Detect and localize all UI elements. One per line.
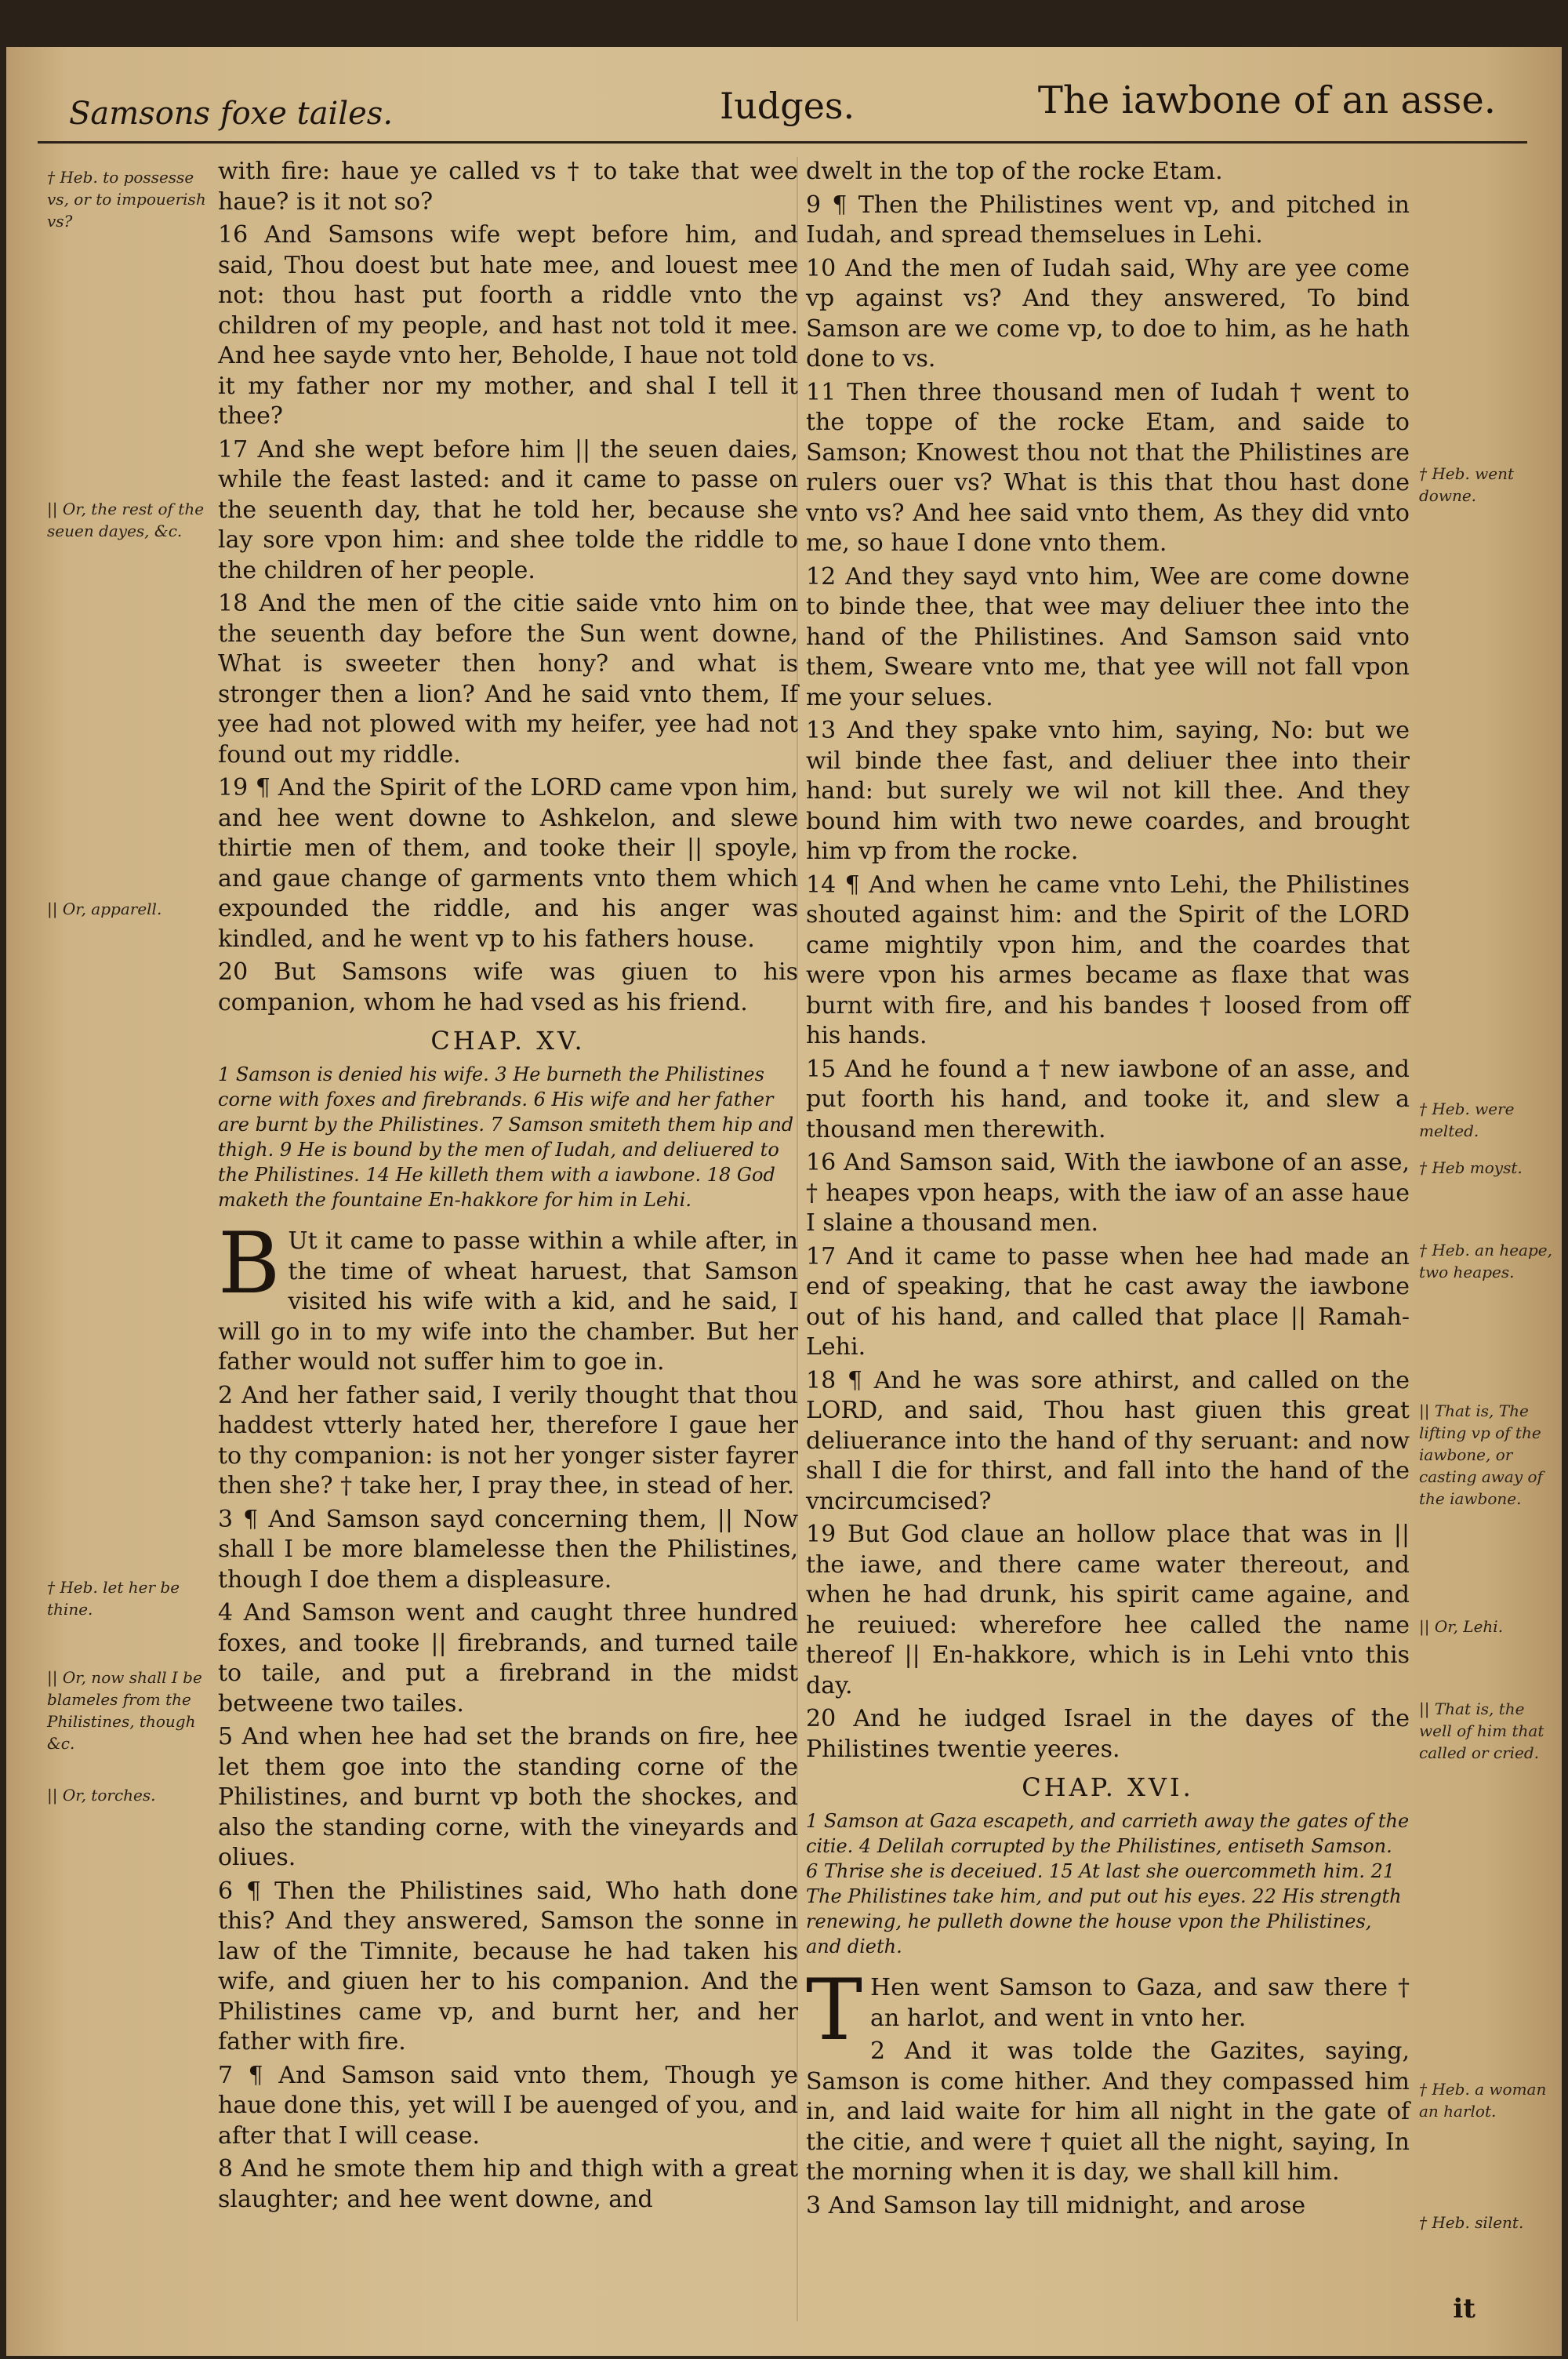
verse-paragraph: 13 And they spake vnto him, saying, No: but we wil binde thee fast, and deliuer thee into their hand: but surely we wil not kill thee. And they bound him with two newe coardes, and brought him vp from the rocke.	[806, 717, 1410, 865]
drop-cap: T	[806, 1961, 863, 2059]
running-header	[38, 78, 1527, 144]
header-left-title: Samsons foxe tailes.	[69, 96, 394, 132]
verse-paragraph: 18 And the men of the citie saide vnto him on the seuenth day before the Sun went downe, What is sweeter then hony? and what is stronger then a lion? And he said vnto them, If yee had not plowed with my heifer, yee had not found out my riddle.	[218, 590, 798, 769]
verse-paragraph: 17 And it came to passe when hee had made an end of speaking, that he cast away the iawbone out of his hand, and called that place || Ramah-Lehi.	[806, 1242, 1410, 1361]
verse-paragraph: 9 ¶ Then the Philistines went vp, and pitched in Iudah, and spread themselues in Lehi.	[806, 191, 1410, 249]
verse-paragraph: 17 And she wept before him || the seuen daies, while the feast lasted: and it came to passe on the seuenth day, that he told her, because she lay sore vpon him: and shee tolde the riddle to the children of her people.	[218, 435, 798, 584]
chapter-summary: 1 Samson is denied his wife. 3 He burneth the Philistines corne with foxes and firebrands. 6 His wife and her father are burnt by the Philistines. 7 Samson smiteth them hip and thigh. 9 He is bound by the men of Iudah, and deliuered to the Philistines. 14 He killeth them with a iawbone. 18 God maketh the fountaine En-hakkore for him in Lehi.	[218, 1063, 794, 1211]
margin-note-left: † Heb. to possesse vs, or to impouerish vs?	[47, 168, 206, 231]
verse-paragraph: 18 ¶ And he was sore athirst, and called on the LORD, and said, Thou hast giuen this great deliuerance into the hand of thy seruant: and now shall I die for thirst, and fall into the hand of the vncircumcised?	[806, 1366, 1410, 1515]
margin-note-right: † Heb. were melted.	[1419, 1100, 1515, 1140]
catchword: it	[1453, 2293, 1475, 2324]
left-column	[218, 157, 798, 2218]
verse-paragraph: 19 But God claue an hollow place that was in || the iawe, and there came water thereout, and when he had drunk, his spirit came againe, and he reuiued: wherefore hee called the name thereof || En-hakkore, which is in Lehi vnto this day.	[806, 1521, 1410, 1699]
verse-paragraph: 19 ¶ And the Spirit of the LORD came vpon him, and hee went downe to Ashkelon, and slewe thirtie men of them, and tooke their || spoyle, and gaue change of garments vnto them which expounded the riddle, and his anger was kindled, and he went vp to his fathers house.	[218, 774, 798, 953]
verse-paragraph: dwelt in the top of the rocke Etam.	[806, 158, 1223, 185]
verse-paragraph-opening	[806, 1961, 1410, 2059]
verse-paragraph: 7 ¶ And Samson said vnto them, Though ye haue done this, yet will I be auenged of you, and after that I will cease.	[218, 2061, 798, 2150]
verse-paragraph: 10 And the men of Iudah said, Why are yee come vp against vs? And they answered, To bind Samson are we come vp, to doe to him, as he hath done to vs.	[806, 254, 1410, 373]
verse-paragraph-opening	[218, 1215, 798, 1378]
margin-note-right: † Heb. silent.	[1419, 2213, 1524, 2232]
verse-paragraph: 20 But Samsons wife was giuen to his companion, whom he had vsed as his friend.	[218, 958, 798, 1016]
chapter-heading: CHAP. XVI.	[1022, 1772, 1194, 1802]
chapter-summary: 1 Samson at Gaza escapeth, and carrieth away the gates of the citie. 4 Delilah corrupted by the Philistines, entiseth Samson. 6 Thrise she is deceiued. 15 At last she ouercommeth him. 21 The Philistines take him, and put out his eyes. 22 His strength renewing, he pulleth downe the house vpon the Philistines, and dieth.	[806, 1810, 1410, 1957]
verse-text: Ut it came to passe within a while after, in the time of wheat haruest, that Samson visited his wife with a kid, and he said, I will go in to my wife into the chamber. But her father would not suffer him to goe in.	[218, 1227, 798, 1376]
margin-note-right: † Heb. went downe.	[1419, 464, 1515, 505]
drop-cap: B	[218, 1215, 281, 1313]
margin-note-right: † Heb. a woman an harlot.	[1419, 2080, 1547, 2121]
margin-note-left: || Or, apparell.	[47, 900, 162, 918]
margin-note-right: † Heb moyst.	[1419, 1158, 1523, 1177]
verse-paragraph: 16 And Samsons wife wept before him, and said, Thou doest but hate mee, and louest mee not: thou hast put foorth a riddle vnto the children of my people, and hast not told it mee. And hee sayde vnto her, Beholde, I haue not told it my father nor my mother, and shal I tell it thee?	[218, 221, 798, 430]
right-column	[806, 157, 1410, 2224]
verse-paragraph: 5 And when hee had set the brands on fire, hee let them goe into the standing corne of the Philistines, and burnt vp both the shockes, and also the standing corne, with the vineyards and oliues.	[218, 1723, 798, 1871]
verse-paragraph: 12 And they sayd vnto him, Wee are come downe to binde thee, that wee may deliuer thee into the hand of the Philistines. And Samson said vnto them, Sweare vnto me, that yee will not fall vpon me your selues.	[806, 562, 1410, 711]
verse-paragraph: 20 And he iudged Israel in the dayes of the Philistines twentie yeeres.	[806, 1705, 1410, 1763]
margin-note-right: || That is, the well of him that called or cried.	[1419, 1699, 1544, 1762]
margin-note-right: † Heb. an heape, two heapes.	[1419, 1241, 1552, 1281]
margin-note-left: † Heb. let her be thine.	[47, 1578, 180, 1619]
margin-note-right: || Or, Lehi.	[1419, 1617, 1504, 1636]
verse-paragraph: 11 Then three thousand men of Iudah † went to the toppe of the rocke Etam, and saide to Samson; Knowest thou not that the Philistines are rulers ouer vs? What is this that thou hast done vnto vs? And hee said vnto them, As they did vnto me, so haue I done vnto them.	[806, 378, 1410, 557]
header-right-title: The iawbone of an asse.	[1037, 78, 1496, 122]
header-book-title: Iudges.	[720, 85, 855, 127]
verse-paragraph: with fire: haue ye called vs † to take that wee haue? is it not so?	[218, 158, 798, 216]
margin-note-left: || Or, the rest of the seuen dayes, &c.	[47, 500, 205, 540]
verse-paragraph: 6 ¶ Then the Philistines said, Who hath done this? And they answered, Samson the sonne in law of the Timnite, because he had taken his wife, and giuen her to his companion. And the Philistines came vp, and burnt her, and her father with fire.	[218, 1877, 798, 2055]
verse-paragraph: 2 And it was tolde the Gazites, saying, Samson is come hither. And they compassed him in, and laid waite for him all night in the gate of the citie, and were † quiet all the night, saying, In the morning when it is day, we shall kill him.	[806, 2037, 1410, 2186]
margin-note-left: || Or, now shall I be blameles from the Philistines, though &c.	[47, 1668, 202, 1753]
verse-paragraph: 14 ¶ And when he came vnto Lehi, the Philistines shouted against him: and the Spirit of the LORD came mightily vpon him, and the coardes that were vpon his armes became as flaxe that was burnt with fire, and his bandes † loosed from off his hands.	[806, 871, 1410, 1049]
margin-note-left: || Or, torches.	[47, 1786, 156, 1805]
verse-paragraph: 2 And her father said, I verily thought that thou haddest vtterly hated her, therefore I gaue her to thy companion: is not her yonger sister fayrer then she? † take her, I pray thee, in stead of her.	[218, 1381, 798, 1499]
chapter-heading: CHAP. XV.	[430, 1026, 586, 1056]
verse-paragraph: 3 And Samson lay till midnight, and arose	[806, 2191, 1306, 2219]
verse-paragraph: 3 ¶ And Samson sayd concerning them, || Now shall I be more blamelesse then the Philistines, though I doe them a displeasure.	[218, 1505, 798, 1594]
verse-paragraph: 16 And Samson said, With the iawbone of an asse, † heapes vpon heaps, with the iaw of an asse haue I slaine a thousand men.	[806, 1149, 1410, 1237]
verse-text: Hen went Samson to Gaza, and saw there † an harlot, and went in vnto her.	[870, 1974, 1410, 2032]
verse-paragraph: 4 And Samson went and caught three hundred foxes, and tooke || firebrands, and turned taile to taile, and put a firebrand in the midst betweene two tailes.	[218, 1599, 798, 1717]
verse-paragraph: 8 And he smote them hip and thigh with a great slaughter; and hee went downe, and	[218, 2155, 798, 2213]
verse-paragraph: 15 And he found a † new iawbone of an asse, and put foorth his hand, and tooke it, and slew a thousand men therewith.	[806, 1055, 1410, 1143]
bible-page	[6, 47, 1562, 2356]
margin-note-right: || That is, The lifting vp of the iawbone, or casting away of the iawbone.	[1419, 1401, 1543, 1508]
